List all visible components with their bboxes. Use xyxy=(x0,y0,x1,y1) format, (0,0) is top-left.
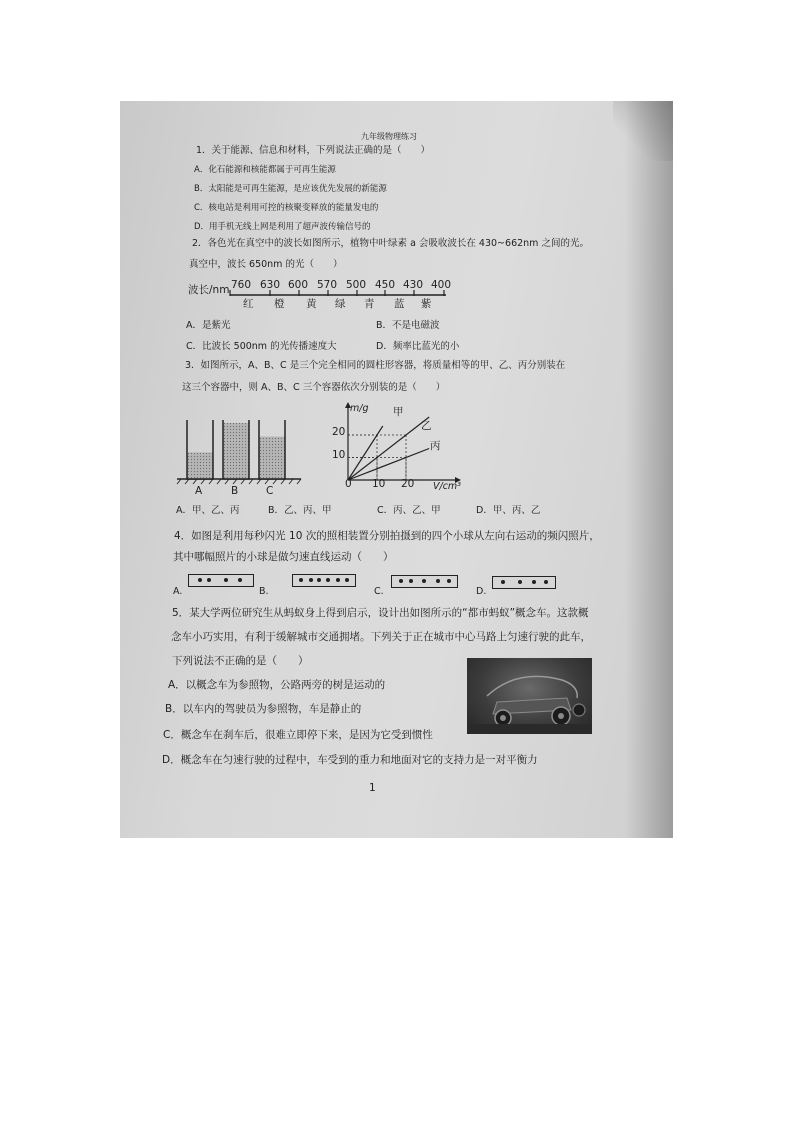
ball xyxy=(317,578,321,582)
ball xyxy=(436,579,440,583)
ball xyxy=(518,580,522,584)
q1-option-c: C．核电站是利用可控的核聚变释放的能量发电的 xyxy=(194,203,379,213)
graph-xtick-10: 10 xyxy=(372,478,386,490)
q5-option-c: C．概念车在刹车后，很难立即停下来，是因为它受到惯性 xyxy=(163,729,433,741)
container-liquid xyxy=(187,452,213,479)
graph-series-line xyxy=(348,426,383,480)
graph-ytick-10: 10 xyxy=(332,449,346,461)
ball xyxy=(238,578,242,582)
q1-option-a: A．化石能源和核能都属于可再生能源 xyxy=(194,165,336,175)
q3-stem-line2: 这三个容器中，则 A、B、C 三个容器依次分别装的是（ ） xyxy=(182,382,446,393)
ball xyxy=(544,580,548,584)
graph-series-line xyxy=(348,417,429,480)
q5-stem-line2: 念车小巧实用，有利于缓解城市交通拥堵。下列关于正在城市中心马路上匀速行驶的此车， xyxy=(171,631,591,643)
ball xyxy=(309,578,313,582)
q3-option-c: C．丙、乙、甲 xyxy=(377,505,441,516)
strobe-photo-a xyxy=(188,574,254,587)
ball xyxy=(409,579,413,583)
q5-option-a: A．以概念车为参照物，公路两旁的树是运动的 xyxy=(168,679,386,691)
q2-stem-line1: 2．各色光在真空中的波长如图所示，植物中叶绿素 a 会吸收波长在 430~662nm 之间的光。 xyxy=(192,238,589,249)
photo-shadow-corner xyxy=(613,101,673,161)
ball xyxy=(224,578,228,582)
wavelength-tick: 400 xyxy=(431,279,452,291)
ball xyxy=(198,578,202,582)
q2-option-c: C．比波长 500nm 的光传播速度大 xyxy=(186,341,337,352)
wavelength-scale-label: 波长/nm xyxy=(188,284,230,296)
graph-origin: 0 xyxy=(345,478,352,490)
container-liquid xyxy=(259,437,285,479)
q4-option-d: D. xyxy=(476,586,487,597)
q5-option-d: D．概念车在匀速行驶的过程中，车受到的重力和地面对它的支持力是一对平衡力 xyxy=(162,754,538,766)
strobe-photo-d xyxy=(492,576,556,589)
color-label: 绿 xyxy=(335,298,346,310)
ball xyxy=(326,578,330,582)
q1-stem: 1．关于能源、信息和材料，下列说法正确的是（ ） xyxy=(196,145,431,156)
q5-stem-line3: 下列说法不正确的是（ ） xyxy=(172,655,309,667)
q4-option-a: A. xyxy=(173,586,183,597)
concept-car-photo xyxy=(467,658,592,734)
graph-series-label-jia: 甲 xyxy=(393,406,404,418)
color-label: 紫 xyxy=(421,298,432,310)
q4-option-c: C. xyxy=(374,586,384,597)
q5-option-b: B．以车内的驾驶员为参照物，车是静止的 xyxy=(165,703,362,715)
ball xyxy=(422,579,426,583)
graph-lines xyxy=(348,417,429,480)
wavelength-tick: 760 xyxy=(231,279,252,291)
wavelength-tick: 450 xyxy=(375,279,396,291)
q3-option-a: A．甲、乙、丙 xyxy=(176,505,240,516)
graph-xtick-20: 20 xyxy=(401,478,415,490)
graph-series-label-yi: 乙 xyxy=(421,420,432,432)
graph-ytick-20: 20 xyxy=(332,426,346,438)
concept-car-image xyxy=(467,658,592,734)
q4-option-b: B. xyxy=(259,586,269,597)
graph-series-line xyxy=(348,449,429,481)
container-label-b: B xyxy=(231,485,239,497)
q2-stem-line2: 真空中，波长 650nm 的光（ ） xyxy=(189,259,343,270)
photo-shadow xyxy=(625,101,673,838)
q1-option-b: B．太阳能是可再生能源，是应该优先发展的新能源 xyxy=(194,184,387,194)
ball xyxy=(299,578,303,582)
strobe-photo-c xyxy=(391,575,458,588)
color-label: 红 xyxy=(243,298,254,310)
strobe-photo-b xyxy=(292,574,356,587)
containers xyxy=(187,420,285,479)
q4-stem-line1: 4．如图是利用每秒闪光 10 次的照相装置分别拍摄到的四个小球从左向右运动的频闪照片， xyxy=(174,530,600,542)
q2-option-a: A．是紫光 xyxy=(186,320,231,331)
q2-option-b: B．不是电磁波 xyxy=(376,320,440,331)
graph-xlabel: V/cm³ xyxy=(433,481,461,492)
color-label: 青 xyxy=(364,298,375,310)
ball xyxy=(336,578,340,582)
wavelength-tick: 430 xyxy=(403,279,424,291)
ball xyxy=(399,579,403,583)
graph-series-label-bing: 丙 xyxy=(430,440,441,452)
color-label: 黄 xyxy=(306,298,317,310)
ball xyxy=(345,578,349,582)
q5-stem-line1: 5．某大学两位研究生从蚂蚁身上得到启示，设计出如图所示的“都市蚂蚁”概念车。这款概 xyxy=(172,607,589,619)
ball xyxy=(207,578,211,582)
q2-option-d: D．频率比蓝光的小 xyxy=(376,341,460,352)
q4-stem-line2: 其中哪幅照片的小球是做匀速直线运动（ ） xyxy=(173,551,394,563)
q3-stem-line1: 3．如图所示，A、B、C 是三个完全相同的圆柱形容器，将质量相等的甲、乙、丙分别装在 xyxy=(185,360,566,371)
container-liquid xyxy=(223,423,249,479)
ball xyxy=(447,579,451,583)
wavelength-tick: 630 xyxy=(260,279,281,291)
ball xyxy=(532,580,536,584)
q3-option-d: D．甲、丙、乙 xyxy=(476,505,541,516)
container-label-a: A xyxy=(195,485,203,497)
wavelength-tick: 600 xyxy=(288,279,309,291)
wavelength-tick: 500 xyxy=(346,279,367,291)
ball xyxy=(501,580,505,584)
q1-option-d: D．用手机无线上网是利用了超声波传输信号的 xyxy=(194,222,371,232)
container-label-c: C xyxy=(266,485,274,497)
wavelength-tick: 570 xyxy=(317,279,338,291)
graph-ylabel: m/g xyxy=(350,403,369,414)
page-number: 1 xyxy=(369,782,376,794)
page-title: 九年级物理练习 xyxy=(361,132,417,141)
q3-option-b: B．乙、丙、甲 xyxy=(268,505,332,516)
color-label: 橙 xyxy=(274,298,285,310)
color-label: 蓝 xyxy=(394,298,405,310)
